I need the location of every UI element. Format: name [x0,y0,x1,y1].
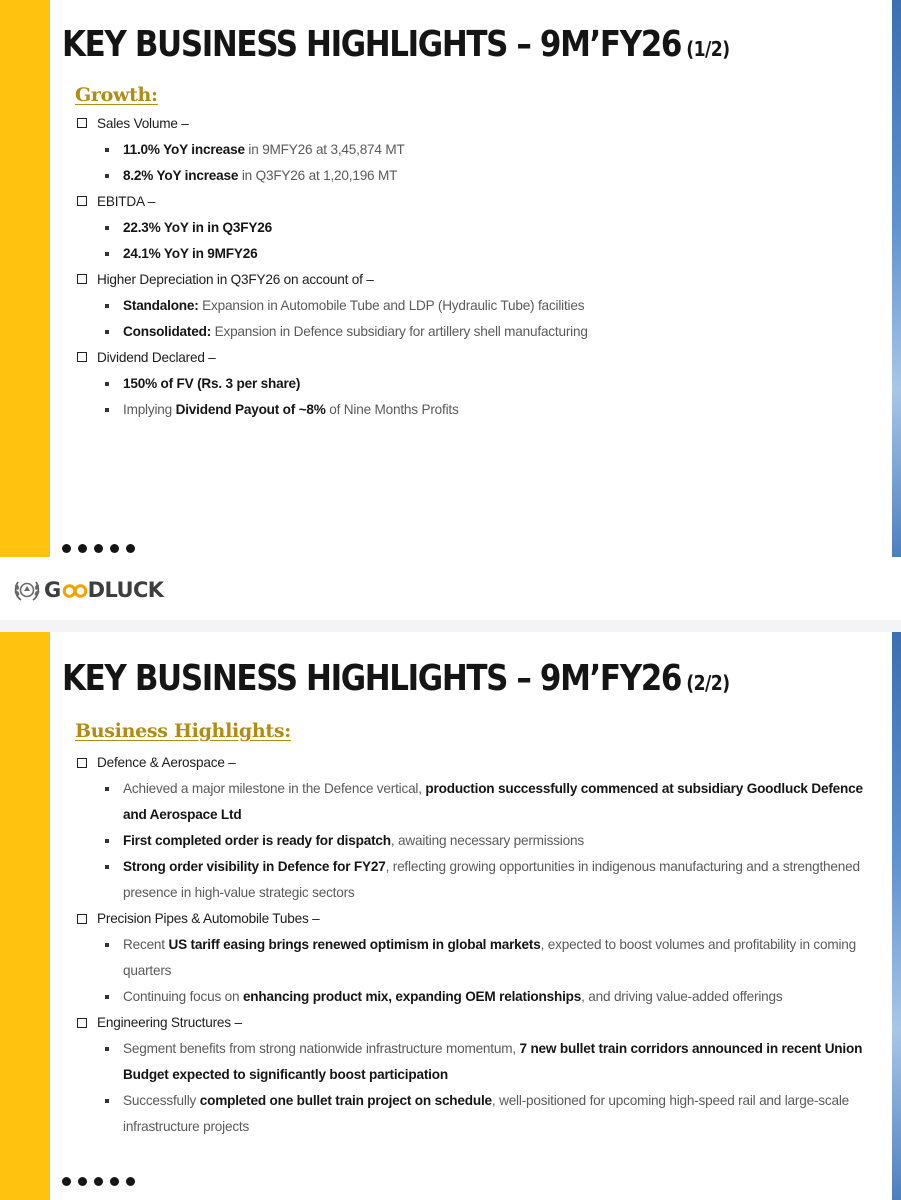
bullet-item [76,932,871,984]
checkbox-bullet-icon [77,118,87,128]
bullet-heading [76,1010,871,1036]
text: Segment benefits from strong nationwide infrastructure momentum, [123,1041,520,1056]
bullet-heading [76,269,871,295]
text: , and driving value-added offerings [581,989,783,1004]
text: Continuing focus on [123,989,243,1004]
checkbox-bullet-icon [77,196,87,206]
text: EBITDA – [97,194,156,209]
text: , well-positioned for upcoming high-speed rail and large-scale infrastructure projects [123,1093,850,1134]
square-bullet-icon [105,148,109,152]
accent-bar [0,632,50,1200]
bullet-item [76,321,871,347]
bullet-heading [76,906,871,932]
bold-text: Consolidated: [123,324,212,339]
square-bullet-icon [105,226,109,230]
bullet-item [76,373,871,399]
bullet-heading [76,191,871,217]
square-bullet-icon [105,943,109,947]
bold-text: Standalone: [123,298,199,313]
checkbox-bullet-icon [77,914,87,924]
bullet-item [76,776,871,828]
text: , reflecting growing opportunities in indigenous manufacturing and a strengthened presence in high-value strategic sectors [123,859,860,900]
accent-bar [0,0,50,557]
bullet-heading [76,347,871,373]
pagination-dots [62,1177,135,1186]
square-bullet-icon [105,995,109,999]
text: Expansion in Automobile Tube and LDP (Hydraulic Tube) facilities [198,298,585,313]
bold-text: 22.3% YoY in in Q3FY26 [123,220,272,235]
square-bullet-icon [105,787,109,791]
text: Recent [123,937,169,952]
section-heading: Business Highlights: [75,720,291,742]
bullet-item [76,984,871,1010]
text: Sales Volume – [97,116,189,131]
bold-text: 11.0% YoY increase [123,142,245,157]
bullet-list [76,750,871,1140]
bullet-heading [76,113,871,139]
square-bullet-icon [105,839,109,843]
bold-text: 24.1% YoY in 9MFY26 [123,246,258,261]
edge-bar [892,632,901,1200]
bullet-item [76,1088,871,1140]
bold-text: US tariff easing brings renewed optimism in global markets [168,937,541,952]
bullet-heading [76,750,871,776]
slide-1 [0,0,901,557]
text: Successfully [123,1093,200,1108]
bold-text: 8.2% YoY increase [123,168,239,183]
text: Engineering Structures – [97,1015,242,1030]
text: of Nine Months Profits [325,402,459,417]
text: Achieved a major milestone in the Defence vertical, [123,781,426,796]
text: Defence & Aerospace – [97,755,236,770]
square-bullet-icon [105,1047,109,1051]
slide-separator [0,620,901,632]
bold-text: Dividend Payout of ~8% [175,402,326,417]
edge-bar [892,0,901,557]
bullet-item [76,165,871,191]
text: Dividend Declared – [97,350,216,365]
section-heading: Growth: [75,84,158,106]
bold-text: completed one bullet train project on schedule [199,1093,492,1108]
checkbox-bullet-icon [77,758,87,768]
text: Precision Pipes & Automobile Tubes – [97,911,320,926]
logo-infinity-icon [62,583,88,599]
goodluck-logo: G DLUCK [12,575,163,605]
bold-text: production successfully commenced at subsidiary Goodluck Defence and Aerospace Ltd [123,781,863,822]
bullet-item [76,295,871,321]
bullet-item [76,828,871,854]
text: in 9MFY26 at 3,45,874 MT [244,142,405,157]
bullet-list [76,113,871,425]
slide-title: KEY BUSINESS HIGHLIGHTS – 9M’FY26 (1/2) [62,24,730,65]
slide-title: KEY BUSINESS HIGHLIGHTS – 9M’FY26 (2/2) [62,658,730,699]
bullet-item [76,217,871,243]
checkbox-bullet-icon [77,274,87,284]
square-bullet-icon [105,1099,109,1103]
bold-text: 150% of FV (Rs. 3 per share) [123,376,301,391]
slide-page-indicator: (2/2) [686,671,730,695]
laurel-emblem-icon [12,575,42,605]
pagination-dots [62,544,135,553]
bullet-item [76,399,871,425]
bullet-item [76,1036,871,1088]
square-bullet-icon [105,865,109,869]
square-bullet-icon [105,382,109,386]
bold-text: 7 new bullet train corridors announced in recent Union Budget expected to significantly boost participation [123,1041,863,1082]
text: in Q3FY26 at 1,20,196 MT [238,168,398,183]
bold-text: enhancing product mix, expanding OEM relationships [242,989,582,1004]
bullet-item [76,243,871,269]
square-bullet-icon [105,408,109,412]
square-bullet-icon [105,252,109,256]
bullet-item [76,854,871,906]
text: Higher Depreciation in Q3FY26 on account of – [97,272,374,287]
checkbox-bullet-icon [77,352,87,362]
slide-2 [0,632,901,1200]
square-bullet-icon [105,174,109,178]
slide-page-indicator: (1/2) [686,37,730,61]
bold-text: First completed order is ready for dispatch [123,833,391,848]
text: Expansion in Defence subsidiary for artillery shell manufacturing [211,324,588,339]
text: , expected to boost volumes and profitability in coming quarters [123,937,857,978]
bullet-item [76,139,871,165]
text: , awaiting necessary permissions [390,833,584,848]
checkbox-bullet-icon [77,1018,87,1028]
square-bullet-icon [105,304,109,308]
text: Implying [123,402,176,417]
bold-text: Strong order visibility in Defence for FY27 [123,859,386,874]
square-bullet-icon [105,330,109,334]
